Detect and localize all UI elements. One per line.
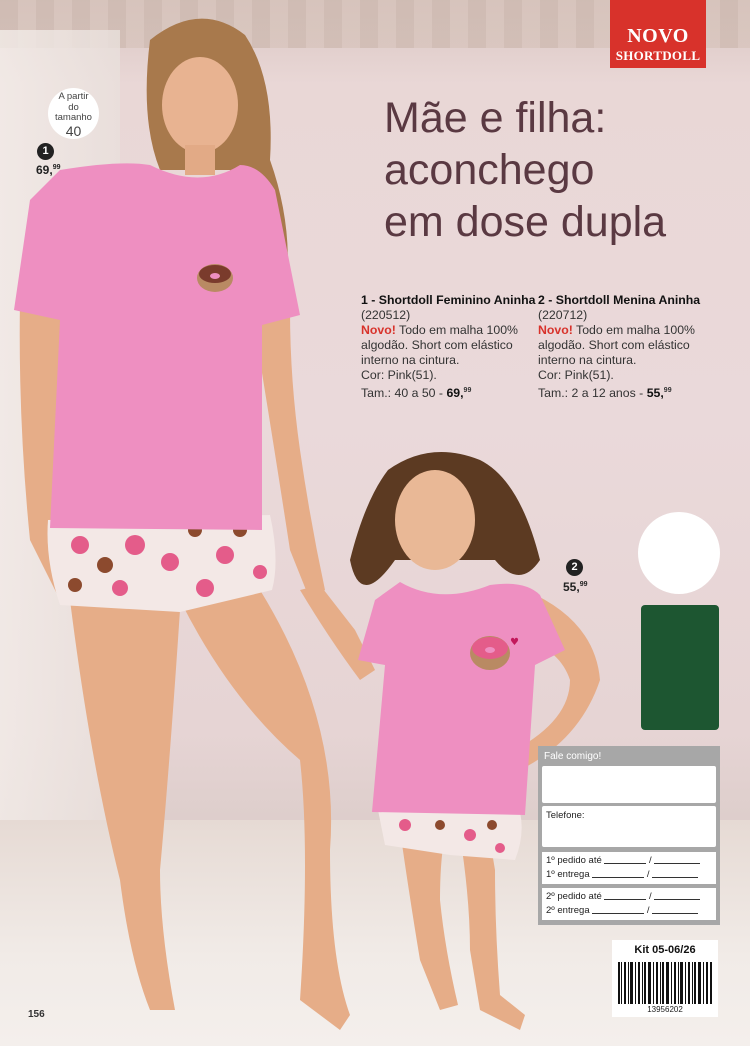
barcode-bars	[618, 962, 712, 1004]
product-2-description	[538, 293, 700, 401]
barcode-number: 13956202	[647, 1005, 683, 1014]
order-2-line[interactable]	[604, 891, 646, 900]
product-1-code: (220512)	[361, 308, 411, 322]
barcode	[612, 960, 718, 1017]
order-2-label: 2º pedido até	[546, 891, 602, 902]
order-1-dates: 1º pedido até / 1º entrega /	[542, 852, 716, 884]
order-1-label: 1º pedido até	[546, 855, 602, 866]
product-2-color: Cor: Pink(51).	[538, 368, 614, 382]
novo-badge	[610, 0, 706, 68]
delivery-2-line-2[interactable]	[652, 905, 698, 914]
size-note-line-1: A partir	[58, 91, 89, 102]
color-swatch-white	[638, 512, 720, 594]
product-1-title: 1 - Shortdoll Feminino Aninha	[361, 293, 536, 307]
item-1-price-tag	[36, 163, 60, 177]
product-1-price-cents: 99	[463, 387, 472, 394]
product-1-description	[361, 293, 535, 401]
badge-subtitle: SHORTDOLL	[615, 48, 701, 63]
item-2-price-cents: 99	[579, 581, 588, 588]
delivery-2-label: 2º entrega	[546, 905, 590, 916]
product-2-sizes: Tam.: 2 a 12 anos -	[538, 386, 647, 400]
product-2-desc-3: interno na cintura.	[538, 353, 637, 367]
badge-title: NOVO	[627, 25, 689, 47]
product-2-title: 2 - Shortdoll Menina Aninha	[538, 293, 701, 307]
size-note-badge	[48, 88, 99, 139]
mother-legs	[70, 600, 180, 1010]
child-face	[395, 470, 475, 570]
order-2-line-2[interactable]	[654, 891, 700, 900]
product-2-price-cents: 99	[663, 387, 672, 394]
item-1-price-cents: 99	[52, 164, 61, 171]
product-1-price: 69,	[446, 386, 464, 400]
item-marker-1: 1	[37, 143, 54, 160]
page-number: 156	[28, 1009, 45, 1020]
product-2-desc-1: Todo em malha 100%	[576, 323, 695, 337]
page-headline	[384, 92, 714, 248]
item-marker-2: 2	[566, 559, 583, 576]
kit-label: Kit 05-06/26	[612, 940, 718, 960]
order-2-dates: 2º pedido até / 2º entrega /	[542, 888, 716, 920]
headline-line-2: aconchego	[384, 146, 595, 194]
delivery-1-line-2[interactable]	[652, 869, 698, 878]
contact-name-field[interactable]	[542, 766, 716, 803]
headline-line-1: Mãe e filha:	[384, 94, 607, 142]
delivery-1-line[interactable]	[592, 869, 644, 878]
delivery-2-line[interactable]	[592, 905, 644, 914]
svg-text:♥: ♥	[510, 637, 519, 648]
size-note-line-3: tamanho	[55, 112, 92, 123]
product-1-new-label: Novo!	[361, 323, 396, 337]
product-2-desc-2: algodão. Short com elástico	[538, 338, 690, 352]
contact-box	[538, 746, 720, 925]
product-1-desc-2: algodão. Short com elástico	[361, 338, 513, 352]
size-note-line-2: do	[68, 101, 79, 113]
order-1-line[interactable]	[604, 855, 646, 864]
contact-phone-field[interactable]	[542, 806, 716, 847]
order-1-line-2[interactable]	[654, 855, 700, 864]
delivery-1-label: 1º entrega	[546, 869, 590, 880]
item-2-price-tag	[563, 580, 587, 594]
product-2-code: (220712)	[538, 308, 588, 322]
product-1-color: Cor: Pink(51).	[361, 368, 437, 382]
child-tshirt	[358, 582, 565, 815]
headline-line-3: em dose dupla	[384, 198, 667, 246]
mother-face	[162, 57, 238, 153]
product-1-desc-1: Todo em malha 100%	[399, 323, 518, 337]
size-note-size: 40	[65, 122, 82, 139]
contact-label: Fale comigo!	[544, 751, 602, 762]
item-1-price: 69,	[36, 163, 53, 177]
product-2-new-label: Novo!	[538, 323, 573, 337]
product-2-price: 55,	[646, 386, 664, 400]
product-1-desc-3: interno na cintura.	[361, 353, 460, 367]
color-swatch-green	[641, 605, 719, 730]
item-2-price: 55,	[563, 580, 580, 594]
product-1-sizes: Tam.: 40 a 50 -	[361, 386, 447, 400]
phone-label: Telefone:	[546, 810, 585, 821]
